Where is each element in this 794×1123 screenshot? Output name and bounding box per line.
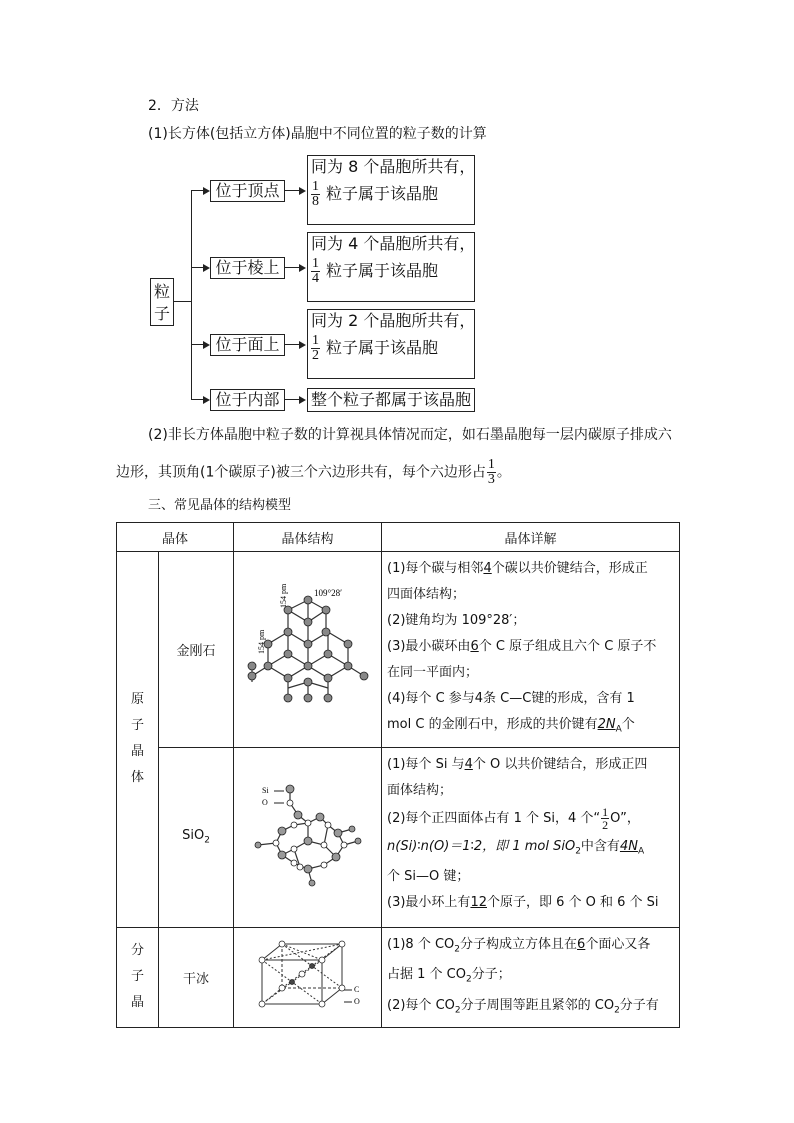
branch-box-interior: 位于内部 [210,389,285,411]
fraction: $\frac{1}{8}$ [312,179,319,209]
branch-box-vertex: 位于顶点 [210,180,285,202]
answer-line: 粒子属于该晶胞 [326,184,439,203]
connector [191,190,192,399]
answer-line: 同为 8 个晶胞所共有， [311,157,476,176]
sio2-structure-figure [234,747,382,927]
answer-line: 粒子属于该晶胞 [326,338,439,357]
dry-ice-lattice-image [248,938,368,1012]
bond-angle-label: 109°28′ [313,588,342,599]
arrow-right-icon [203,187,210,195]
answer-line: 同为 2 个晶胞所共有， [311,311,476,330]
arrow-right-icon [203,341,210,349]
method-item2-line2: 边形，其顶角(1个碳原子)被三个六边形共有，每个六边形占 $\frac{1}{3}$ 。 [116,457,511,487]
answer-box-face [307,309,475,379]
crystal-name-diamond: 金刚石 [159,552,234,748]
connector [285,267,300,268]
connector [285,399,300,400]
arrow-right-icon [299,341,306,349]
header-detail: 晶体详解 [382,523,680,552]
category-molecular-crystal: 分 子 晶 [117,927,159,1028]
answer-box-edge [307,232,475,302]
sio2-details: (1)每个 Si 与4个 O 以共价键结合，形成正四 面体结构； (2)每个正四面体占有 1 个 Si，4 个“ $\frac{1}{2}$ O”， n(Si)∶n(O)＝1∶2，即 1 mol SiO$_2$中含有$4N_A$ 个 Si—O 键； (3)最小环上有12个原子，即 6 个 O 和 6 个 Si [382,747,680,927]
fraction: $\frac{1}{2}$ [312,333,319,363]
answer-box-interior [307,388,475,412]
crystal-structure-table [116,522,680,1028]
crystal-name-dry-ice: 干冰 [159,927,234,1028]
root-box-particle [150,278,174,326]
arrow-right-icon [203,396,210,404]
answer-line: 整个粒子都属于该晶胞 [311,390,472,409]
connector [285,190,300,191]
fraction: $\frac{1}{4}$ [312,256,319,286]
c-legend-label: C [353,985,359,995]
connector [174,301,191,302]
answer-line: 粒子属于该晶胞 [326,261,439,280]
root-label-char: 子 [153,304,170,323]
diamond-structure-figure [234,552,382,748]
o-legend-label: O [261,798,268,808]
fraction-one-third: $\frac{1}{3}$ [487,457,495,487]
bond-length-label: 154 pm [278,584,288,609]
arrow-right-icon [299,187,306,195]
root-label-char: 粒 [153,282,170,301]
answer-box-vertex [307,155,475,225]
branch-box-edge: 位于棱上 [210,257,285,279]
connector [285,344,300,345]
sio2-lattice-image [248,775,368,895]
method-item2-line1: (2)非长方体晶胞中粒子数的计算视具体情况而定，如石墨晶胞每一层内碳原子排成六 [148,427,672,443]
method-item1: (1)长方体(包括立方体)晶胞中不同位置的粒子数的计算 [148,126,487,142]
header-structure: 晶体结构 [234,523,382,552]
diamond-lattice-image [238,582,378,712]
answer-line: 同为 4 个晶胞所共有， [311,234,476,253]
branch-box-face: 位于面上 [210,334,285,356]
header-crystal: 晶体 [117,523,234,552]
o-legend-label: O [353,997,360,1007]
si-legend-label: Si [261,786,269,796]
dry-ice-details: (1)8 个 $CO_2$分子构成立方体且在6个面心又各 占据 1 个 $CO_2$分子； (2)每个 $CO_2$分子周围等距且紧邻的 $CO_2$分子有 [382,927,680,1028]
arrow-right-icon [299,264,306,272]
arrow-right-icon [203,264,210,272]
category-atomic-crystal: 原 子 晶 体 [117,552,159,928]
crystal-name-sio2: SiO$_2$ [159,747,234,927]
bond-length-label: 154 pm [256,630,266,655]
fraction-one-half: $\frac{1}{2}$ [602,804,609,832]
diamond-details: (1)每个碳与相邻4个碳以共价键结合，形成正 四面体结构； (2)键角均为 109°28′； (3)最小碳环由6个 C 原子组成且六个 C 原子不 在同一平面内； (4)每个 C 参与4条 C—C键的形成，含有 1 mol C 的金刚石中，形成的共价键有$2N_A$个 [382,552,680,748]
method-heading: 2．方法 [148,98,199,114]
dry-ice-structure-figure [234,927,382,1028]
section-title: 三、常见晶体的结构模型 [148,498,292,513]
arrow-right-icon [299,396,306,404]
